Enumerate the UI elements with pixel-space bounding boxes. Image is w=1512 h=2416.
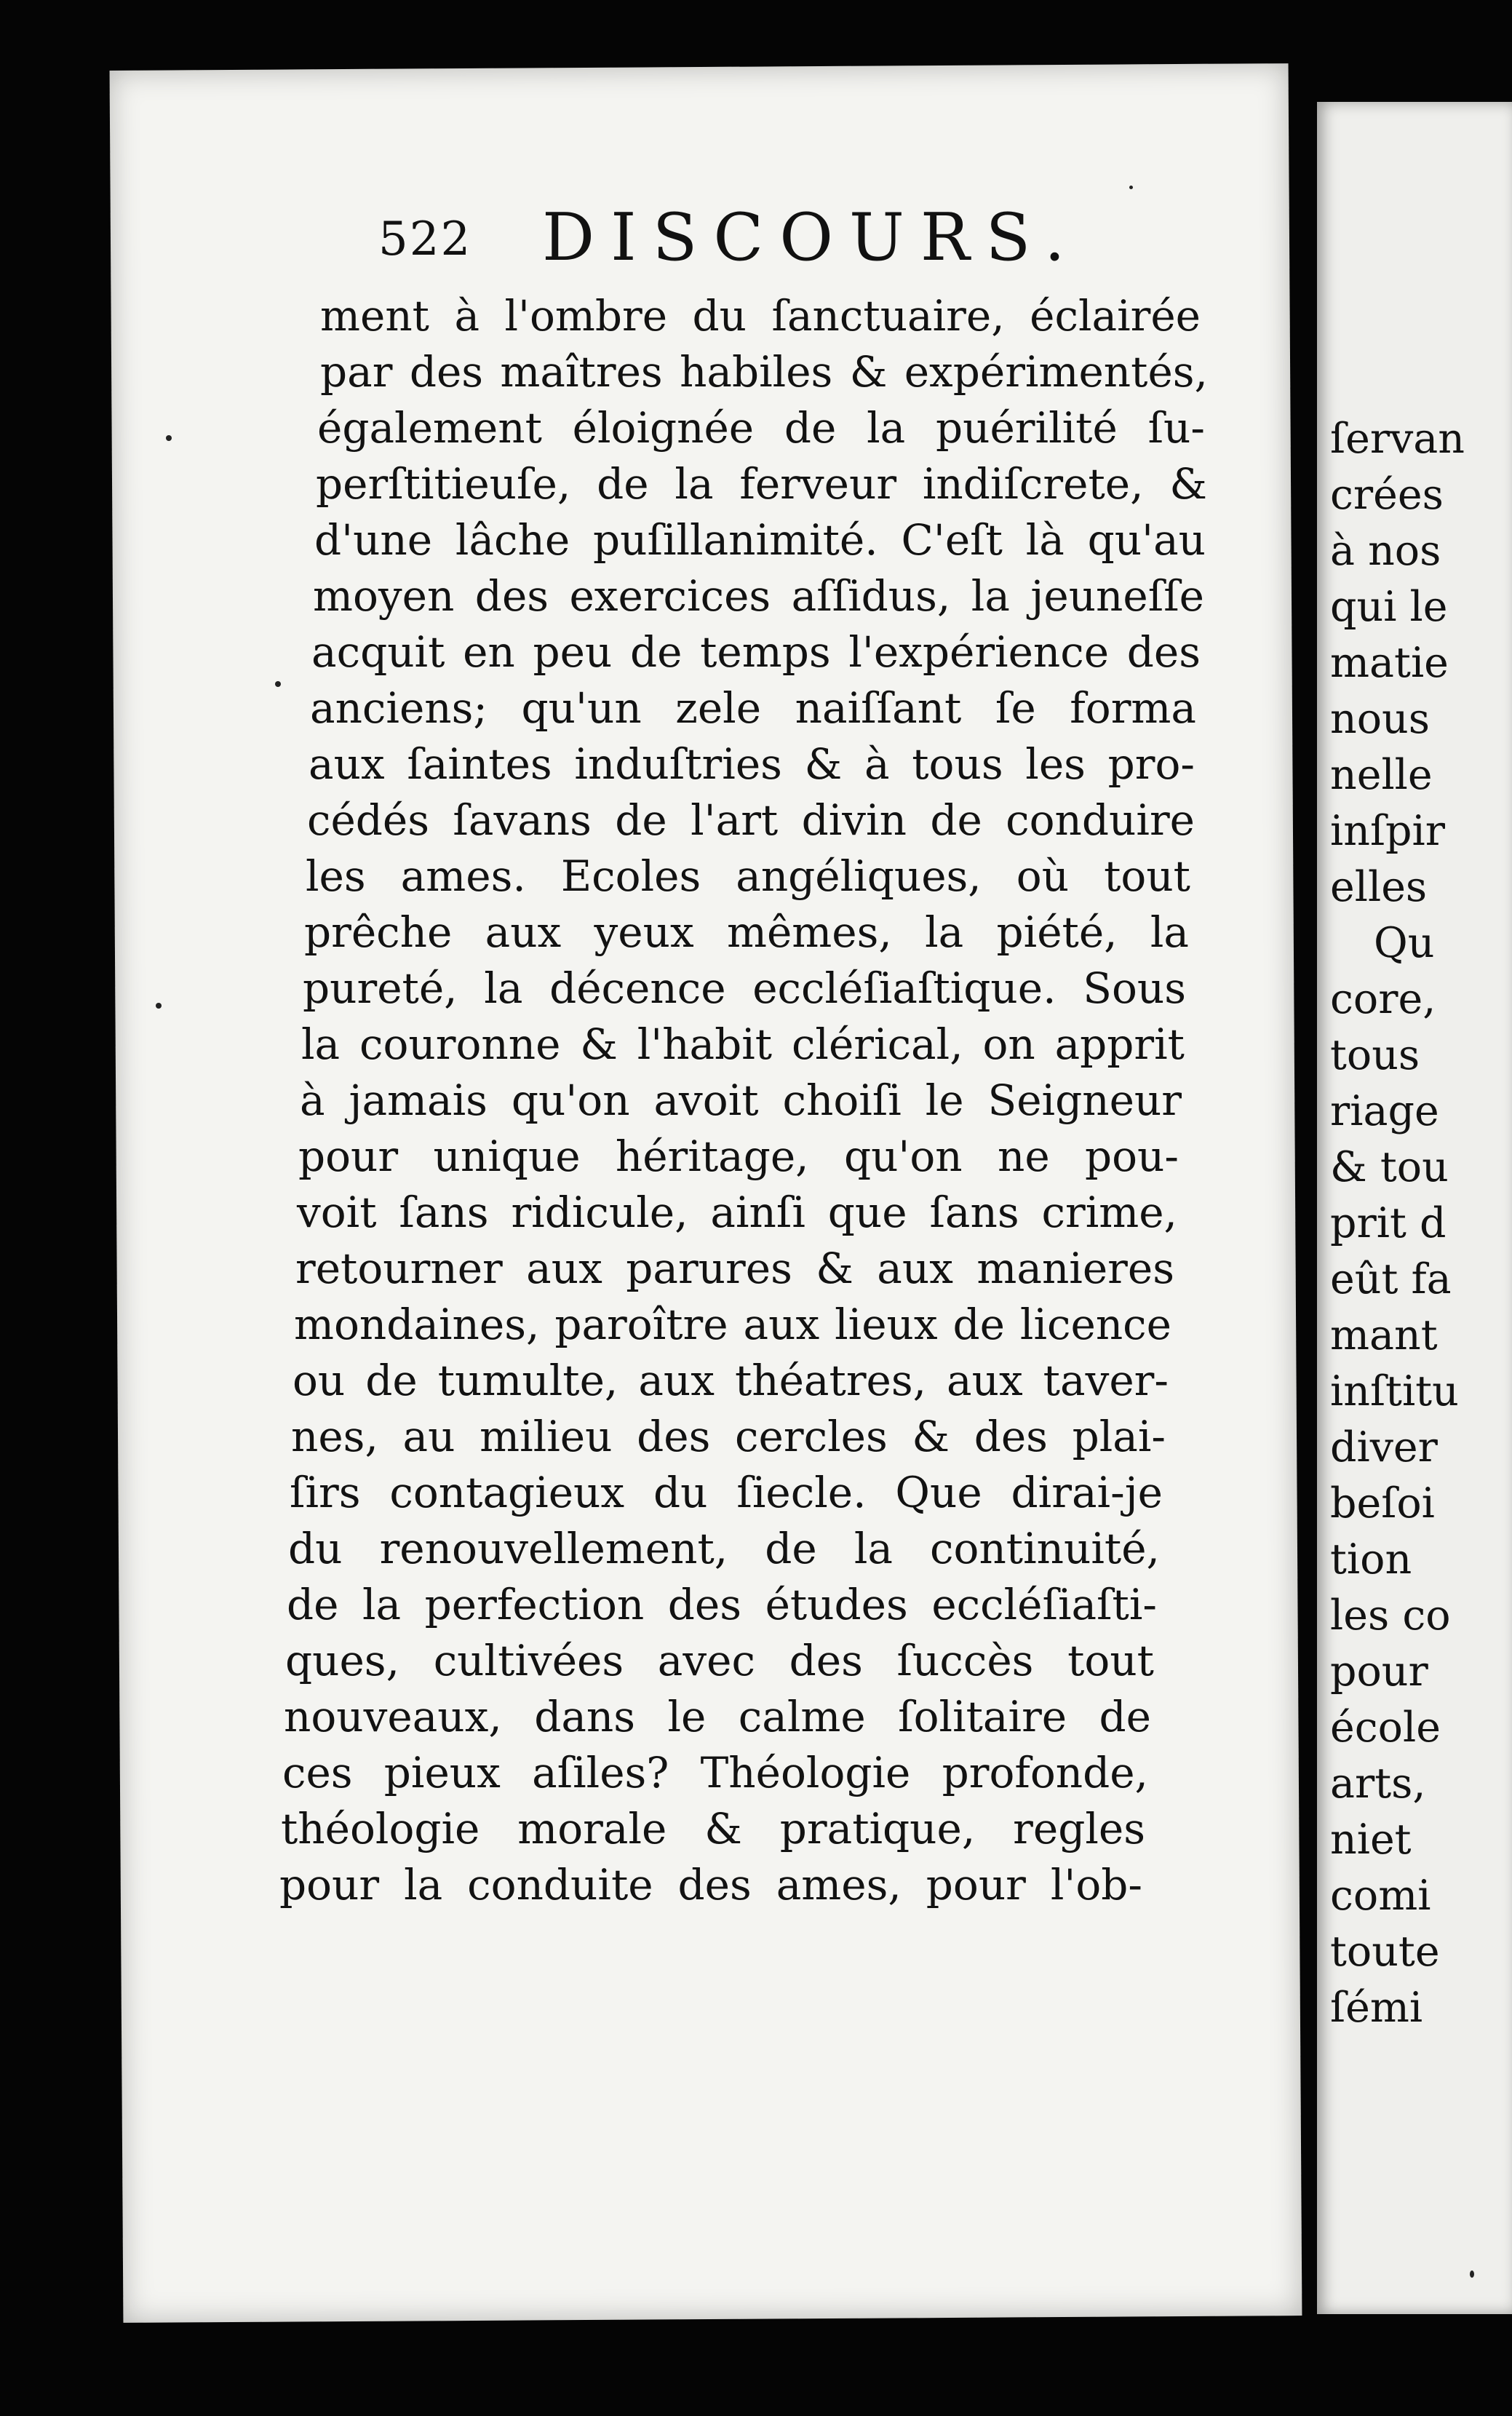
- right-line: core,: [1330, 975, 1436, 1023]
- text-line: voit ſans ridicule, ainſi que ſans crime,: [297, 1188, 1177, 1237]
- ink-speck: [156, 1003, 162, 1009]
- text-line: prêche aux yeux mêmes, la piété, la: [304, 907, 1189, 957]
- text-line: à jamais qu'on avoit choiſi le Seigneur: [300, 1076, 1182, 1125]
- right-line: matie: [1330, 639, 1449, 687]
- right-line: niet: [1330, 1816, 1412, 1864]
- text-line: moyen des exercices aſſidus, la jeuneſſe: [313, 571, 1204, 621]
- ink-speck: [275, 681, 281, 687]
- ink-speck: [1470, 2270, 1474, 2278]
- text-line: mondaines, paroître aux lieux de licence: [294, 1300, 1171, 1349]
- ink-speck: [166, 435, 172, 441]
- page-number: 522: [378, 212, 472, 266]
- text-line: les ames. Ecoles angéliques, où tout: [306, 851, 1190, 901]
- right-line: Qu: [1374, 919, 1435, 967]
- text-line: ſirs contagieux du ſiecle. Que dirai-je: [290, 1468, 1163, 1517]
- text-line: pour unique héritage, qu'on ne pou-: [298, 1132, 1179, 1181]
- text-line: retourner aux parures & aux manieres: [295, 1244, 1174, 1293]
- text-line: cédés ſavans de l'art divin de conduire: [307, 795, 1195, 845]
- right-line: tion: [1330, 1535, 1412, 1583]
- text-line: par des maîtres habiles & expérimentés,: [320, 347, 1208, 397]
- text-line: la couronne & l'habit clérical, on apprit: [301, 1020, 1185, 1069]
- right-line: inſtitu: [1330, 1367, 1459, 1415]
- right-line: qui le: [1330, 583, 1448, 631]
- right-line: les co: [1330, 1592, 1451, 1640]
- text-line: ou de tumulte, aux théatres, aux taver-: [293, 1356, 1169, 1405]
- right-line: inſpir: [1330, 807, 1446, 855]
- right-line: eût fa: [1330, 1255, 1452, 1303]
- text-line: acquit en peu de temps l'expérience des: [311, 627, 1201, 677]
- right-page: [1317, 102, 1512, 2314]
- text-line: aux ſaintes induſtries & à tous les pro-: [309, 739, 1195, 789]
- right-line: comi: [1330, 1872, 1431, 1920]
- right-line: ſervan: [1330, 415, 1465, 463]
- text-line: ces pieux aſiles? Théologie profonde,: [282, 1748, 1148, 1797]
- right-line: riage: [1330, 1087, 1439, 1135]
- text-line: nes, au milieu des cercles & des plai-: [291, 1412, 1166, 1461]
- right-line: beſoi: [1330, 1479, 1435, 1527]
- right-line: nous: [1330, 695, 1430, 743]
- running-head: [255, 199, 1201, 285]
- right-line: diver: [1330, 1423, 1438, 1471]
- text-line: pureté, la décence eccléſiaſtique. Sous: [303, 963, 1186, 1013]
- text-line: ment à l'ombre du ſanctuaire, éclairée: [320, 291, 1201, 341]
- right-line: prit d: [1330, 1199, 1447, 1247]
- text-line: ques, cultivées avec des ſuccès tout: [285, 1636, 1154, 1685]
- text-line: perſtitieuſe, de la ferveur indiſcrete, &: [316, 459, 1207, 509]
- right-line: nelle: [1330, 751, 1433, 799]
- right-line: tous: [1330, 1031, 1420, 1079]
- text-line: théologie morale & pratique, regles: [281, 1804, 1145, 1853]
- right-line: mant: [1330, 1311, 1438, 1359]
- right-line: à nos: [1330, 527, 1441, 575]
- right-line: crées: [1330, 471, 1444, 519]
- right-line: pour: [1330, 1648, 1428, 1696]
- right-line: école: [1330, 1704, 1441, 1752]
- text-line: nouveaux, dans le calme ſolitaire de: [284, 1692, 1151, 1741]
- running-title: DISCOURS.: [542, 199, 1081, 276]
- right-line: & tou: [1330, 1143, 1449, 1191]
- text-line: d'une lâche puſillanimité. C'eſt là qu'au: [314, 515, 1206, 565]
- ink-speck: [1129, 186, 1133, 189]
- text-line: également éloignée de la puérilité ſu-: [317, 403, 1205, 453]
- text-line: pour la conduite des ames, pour l'ob-: [279, 1860, 1142, 1910]
- text-line: du renouvellement, de la continuité,: [288, 1524, 1160, 1573]
- right-line: arts,: [1330, 1760, 1426, 1808]
- right-line: elles: [1330, 863, 1428, 911]
- text-line: anciens; qu'un zele naiſſant ſe forma: [310, 683, 1196, 733]
- right-line: ſémi: [1330, 1984, 1423, 2032]
- right-line: toute: [1330, 1928, 1440, 1976]
- text-line: de la perfection des études eccléſiaſti-: [287, 1580, 1157, 1629]
